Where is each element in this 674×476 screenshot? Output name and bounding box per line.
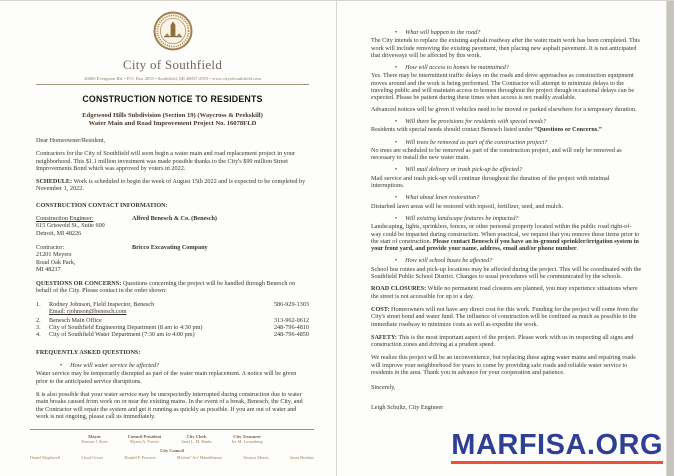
- answer-pre: Landscaping, lights, sprinklers, fences, or other personal property located within the public road right-of- way could be impacted during construction. When practical, we request that you remove these items prior to the start of construction.: [371, 223, 640, 245]
- city-name: City of Southfield: [122, 57, 223, 72]
- road-closures-label: ROAD CLOSURES:: [371, 285, 427, 293]
- question-line: [395, 64, 642, 71]
- official-city-treasurer: [232, 434, 263, 444]
- contact-number: 1.: [36, 300, 41, 308]
- road-closures-text: While no permanent road closures are planned, you may experience situations where the street is not accessible for up to a day.: [371, 285, 638, 300]
- official-name: Myron A. Frasier: [130, 439, 160, 444]
- official-name: Janet L. M. Banks: [181, 439, 212, 444]
- schedule-text: Work is scheduled to begin the week of August 15th 2022 and is expected to be completed by November 1, 2022.: [36, 178, 306, 193]
- question-text: • Will there be provisions for residents with special needs?: [405, 117, 547, 125]
- official-name: Kenson J. Siver: [81, 439, 108, 444]
- contact-name: City of Southfield Water Department (7:30 am to 4:00 pm): [49, 331, 195, 339]
- contact-number: 4.: [36, 331, 41, 339]
- contact-info-heading: CONSTRUCTION CONTACT INFORMATION:: [36, 201, 168, 209]
- contact-row-2: [36, 317, 309, 324]
- safety-paragraph: [371, 334, 642, 349]
- contractor-label: Contractor:: [36, 243, 65, 251]
- answer-text: Mail service and trash pick-up will continue throughout the duration of the project with minimal interruptions.: [371, 174, 610, 190]
- answer-text: Disturbed lawn areas will be restored with topsoil, fertilizer, seed, and mulch.: [371, 202, 564, 210]
- contractor-name: Bricco Excavating Company: [132, 243, 208, 251]
- engineer-address-2: Detroit, MI 48226: [36, 229, 82, 237]
- contact-row-4: [36, 331, 309, 338]
- official-mayor: [81, 434, 107, 444]
- contact-name: Benesch Main Office: [49, 316, 102, 324]
- contact-row-3: [36, 324, 309, 331]
- seal-wrap: [36, 11, 309, 56]
- contact-number: 3.: [36, 323, 41, 331]
- contact-phone: 313-962-0612: [273, 316, 309, 324]
- official-title: City Treasurer: [233, 434, 262, 439]
- contractor-address-1: 21201 Meyers: [36, 251, 72, 259]
- faq-answer-1: Water service may be temporarily disrupted as part of the water main replacement. A notice will be given prior to the anticipated service disruptions.: [36, 370, 297, 385]
- schedule-paragraph: [36, 178, 309, 193]
- address-line: 26000 Evergreen Rd. • P.O. Box 2055 • Southfield, MI 48037-2055 • www.cityofsouthfield.com: [84, 76, 261, 81]
- question-line: [395, 118, 642, 125]
- city-council-label: City Council: [160, 448, 184, 453]
- qa-item-trees: [371, 139, 642, 162]
- subtitle-line-2: Water Main and Road Improvement Project No. 16078FLD: [88, 120, 257, 127]
- council-member: Daniel Brightwell: [30, 455, 61, 460]
- page-2: [337, 1, 667, 476]
- answer-text: [371, 223, 642, 252]
- watermark-underline: [451, 461, 663, 464]
- answer-text: School bus routes and pick-up locations may be affected during the project. This will be coordinated with the Southfield Public School District. Changes to usual procedures will be communicated by the schools.: [371, 265, 642, 281]
- contact-phone: 586-929-1303: [273, 300, 309, 308]
- cost-paragraph: [371, 306, 642, 328]
- contact-phone: 248-796-4810: [273, 323, 309, 331]
- closing-paragraph: We realize this project will be an inconvenience, but replacing these aging water mains and repairing roads will improve your neighborhood for years to come by providing safe roads and reliable water service to residents in the area. Thank you in advance for your cooperation and patience.: [371, 354, 636, 376]
- questions-paragraph: [36, 280, 309, 295]
- qa-item-mail-trash: [371, 166, 642, 189]
- cost-text: Homeowners will not have any direct cost for this work. Funding for the project will come from the City's street bond and water fund. The influence of construction will be confined as much as possible to the immediate roadway to minimize costs as well as expedite the work.: [371, 305, 639, 328]
- subtitle-line-1: Edgewood Hills Subdivision (Section 19) (Waycross & Peekskill): [82, 112, 263, 119]
- signer: Leigh Schultz, City Engineer: [371, 403, 444, 411]
- qa-item-lawn: [371, 194, 642, 210]
- official-name: Irv M. Lowenberg: [231, 439, 263, 444]
- officials-footer: [30, 429, 314, 460]
- contact-list: [36, 301, 309, 339]
- contact-name: Rodney Johnson, Field Inspector, Benesch: [49, 300, 155, 308]
- qa-item-school-buses: [371, 257, 642, 280]
- answer-text-2: Advanced notices will be given if vehicles need to be moved or parked elsewhere for a temporary duration.: [371, 105, 637, 113]
- faq-question-1: [60, 362, 309, 369]
- council-member: Donald F. Fracassi: [124, 455, 156, 460]
- contact-email-row: [36, 308, 309, 315]
- watermark: [451, 431, 663, 464]
- question-text: • Will existing landscape features be impacted?: [405, 214, 519, 222]
- contact-number: 2.: [36, 316, 41, 324]
- answer-text: [371, 126, 642, 133]
- official-title: Council President: [127, 434, 162, 439]
- answer-bold: “Questions or Concerns.”: [534, 126, 602, 134]
- qa-item-landscape: [371, 215, 642, 252]
- question-text: • What will happen to the road?: [405, 29, 481, 36]
- faq-answer-2: It is also possible that your water service may be unexpectedly interrupted during construction due to water main breaks caused from work on or near the existing mains. In the event of a break, Benesch, the City, and the Contractor will repair the system and get it running as quickly as possible. If you are out of water and work is not ongoing, please call us immediately.: [36, 390, 303, 420]
- engineer-block: [36, 215, 309, 237]
- answer-post: .: [576, 245, 579, 253]
- answer-text: Yes. There may be intermittent traffic delays on the roads and drive approaches as construction equipment moves around and the work is being performed. The Contractor will attempt to minimize delays to the traveling public and will maintain access to homes throughout the project though occasional delays can be expected. Please be patient during these times when access is not readily available.: [371, 72, 635, 102]
- question-text: • What about lawn restoration?: [405, 194, 480, 202]
- contact-name: City of Southfield Engineering Department (8 am to 4:30 pm): [49, 323, 203, 331]
- council-member: Jason Hoskins: [289, 455, 314, 460]
- questions-label: QUESTIONS OR CONCERNS:: [36, 280, 122, 288]
- document-title: CONSTRUCTION NOTICE TO RESIDENTS: [82, 94, 263, 104]
- contractor-address-3: MI 48237: [36, 265, 61, 273]
- safety-label: SAFETY:: [371, 333, 397, 341]
- signoff: Sincerely,: [371, 384, 396, 392]
- salutation: Dear Homeowner/Resident,: [36, 137, 106, 144]
- question-text: • How will access to homes be maintained?: [405, 64, 509, 72]
- official-council-president: [128, 434, 161, 444]
- contact-row-1: [36, 301, 309, 308]
- intro-paragraph: Contractors for the City of Southfield will soon begin a water main and road replacement project in your neighborhood. This $1.1 million investment was made possible thanks to the City's $99 million Street Improvements Bond which was approved by voters in 2022.: [36, 150, 295, 172]
- questions-text: Questions concerning the project will be handled through Benesch on behalf of the City. Please contact in the order shown:: [36, 280, 296, 295]
- road-closures-paragraph: [371, 285, 642, 300]
- question-line: [395, 257, 642, 264]
- question-line: [395, 166, 642, 173]
- question-text: • How will school buses be affected?: [405, 257, 493, 265]
- contractor-address-2: Road Oak Park,: [36, 258, 76, 266]
- council-member: Tawnya Morris: [243, 455, 269, 460]
- contact-email: Email: rjohnson@benesch.com: [49, 308, 127, 316]
- question-text: • Will mail delivery or trash pick-up be affected?: [405, 166, 523, 174]
- city-seal-icon: [153, 11, 193, 51]
- safety-text: This is the most important aspect of the project. Please work with us in respecting all signs and construction zones and driving at a prudent speed.: [371, 333, 634, 349]
- engineer-name: Alfred Benesch & Co. (Benesch): [132, 215, 217, 223]
- official-title: Mayor: [88, 434, 101, 439]
- qa-item-access: [371, 64, 642, 113]
- official-city-clerk: [181, 434, 212, 444]
- answer-bold: Please contact Benesch if you have an in-ground sprinkler/irrigation system in your front yard, and provide your name, address, email and/or phone number: [371, 237, 639, 253]
- qa-item-road: [371, 29, 642, 59]
- answer-pre: Residents with special needs should contact Benesch listed under: [371, 126, 535, 134]
- faq-heading: FREQUENTLY ASKED QUESTIONS:: [36, 348, 141, 356]
- answer-text: No trees are scheduled to be removed as part of the construction project, and will only be removed as necessary to install the new water main.: [371, 146, 622, 162]
- engineer-label: Construction Engineer:: [36, 215, 94, 223]
- answer-text: The City intends to replace the existing asphalt roadway after the water main work has been completed. This work will include removing the existing pavement, then placing new asphalt pavement. It is not anticipated that driveways will be affected by this work.: [371, 37, 640, 59]
- contractor-block: [36, 244, 309, 273]
- schedule-label: SCHEDULE:: [36, 178, 73, 186]
- qa-item-special-needs: [371, 118, 642, 134]
- council-member: Michael 'Ari' Mandelbaum: [176, 455, 222, 460]
- city-council-names: [30, 455, 314, 460]
- council-member: Lloyd Crews: [81, 455, 104, 460]
- footer-divider: [30, 429, 314, 430]
- question-text: • How will water service be affected?: [70, 362, 160, 370]
- page-1: [0, 1, 337, 476]
- engineer-address-1: 615 Griswold St., Suite 600: [36, 222, 105, 230]
- question-line: [395, 29, 642, 36]
- contact-phone: 248-796-4850: [273, 331, 309, 339]
- question-line: [395, 139, 642, 146]
- question-text: • Will trees be removed as part of the construction project?: [405, 138, 548, 146]
- header-divider: [36, 84, 309, 85]
- official-title: City Clerk: [186, 434, 207, 439]
- question-line: [395, 194, 642, 201]
- question-line: [395, 215, 642, 222]
- cost-label: COST:: [371, 305, 390, 313]
- watermark-text: MARFISA.ORG: [451, 429, 663, 461]
